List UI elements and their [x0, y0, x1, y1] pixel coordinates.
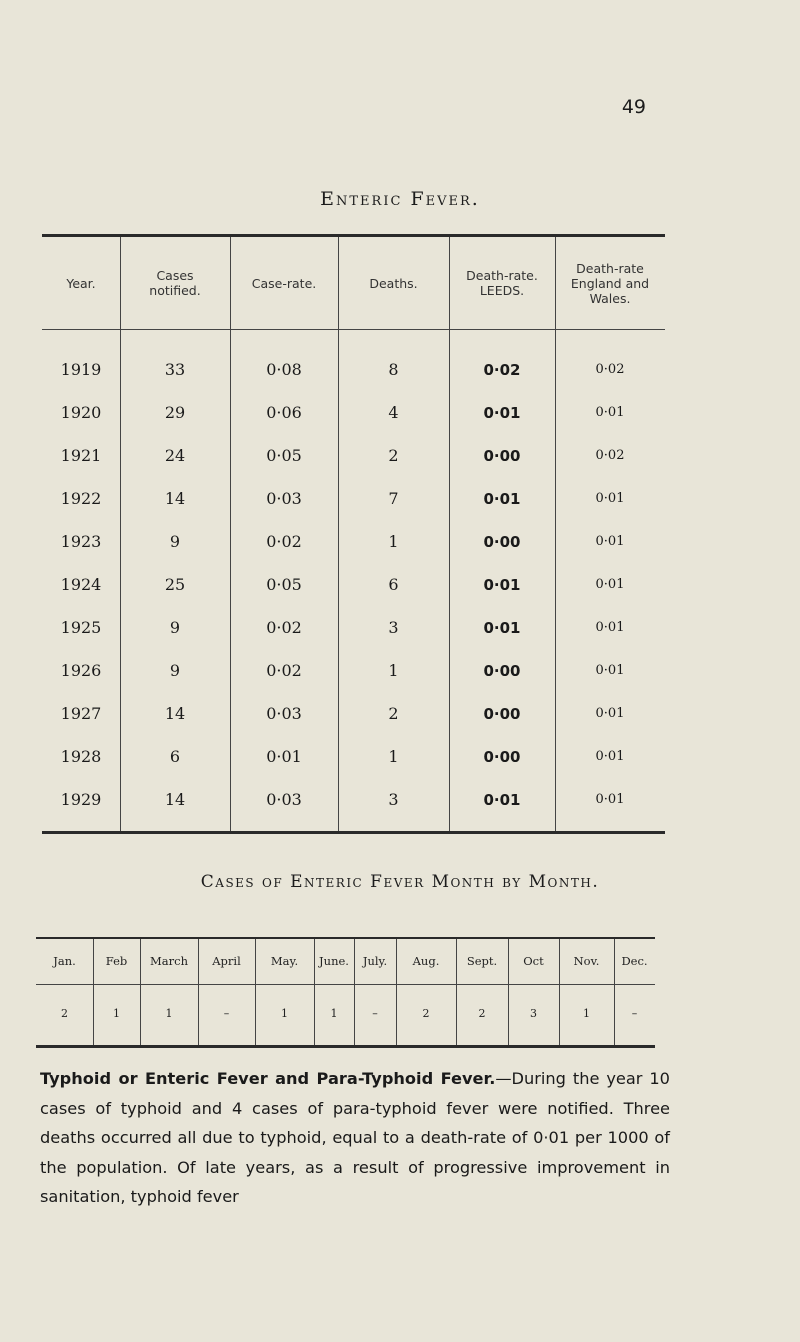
table-row	[42, 608, 665, 648]
table-cell: 9	[169, 661, 181, 680]
table-cell: 2	[388, 446, 399, 465]
table-row	[42, 522, 665, 562]
month-header: June.	[319, 954, 349, 968]
table-cell: 0·01	[483, 404, 521, 422]
table-row	[42, 651, 665, 691]
table-header-rule	[42, 329, 665, 330]
table-cell: 14	[164, 489, 186, 508]
month-value: –	[372, 1007, 378, 1020]
table-row	[42, 479, 665, 519]
page-title: Enteric Fever.	[320, 188, 480, 210]
table-row	[42, 350, 665, 390]
column-header: Year.	[66, 275, 96, 291]
table-cell: 0·06	[266, 403, 302, 422]
table-cell: 0·03	[266, 790, 302, 809]
table-cell: 0·01	[595, 534, 625, 549]
table-cell: 0·02	[266, 618, 302, 637]
table-cell: 7	[388, 489, 399, 508]
table-cell: 1922	[60, 489, 102, 508]
table-cell: 0·00	[483, 662, 521, 680]
month-header: Sept.	[466, 954, 498, 968]
page-number: 49	[621, 96, 646, 118]
table-cell: 1926	[60, 661, 102, 680]
table-cell: 4	[388, 403, 399, 422]
paragraph-lead: Typhoid or Enteric Fever and Para-Typhoid Fever.	[40, 1069, 496, 1088]
month-header: Aug.	[412, 954, 440, 968]
table-cell: 0·05	[266, 575, 302, 594]
table-cell: 0·02	[266, 661, 302, 680]
table-cell: 0·00	[483, 705, 521, 723]
month-value: –	[223, 1007, 230, 1020]
monthly-cases-table	[36, 937, 655, 1048]
table-cell: 0·01	[595, 792, 625, 807]
table-cell: 0·01	[595, 706, 625, 721]
table-row	[42, 737, 665, 777]
table-cell: 6	[169, 747, 181, 766]
table-cell: 1925	[60, 618, 102, 637]
table-cell: 1920	[60, 403, 102, 422]
table-cell: 1	[388, 661, 399, 680]
table-cell: 0·01	[595, 491, 625, 506]
column-header: Cases notified.	[149, 268, 201, 298]
month-header: Nov.	[573, 954, 600, 968]
month-header: Oct	[523, 954, 544, 968]
table-cell: 0·01	[483, 490, 521, 508]
table-row	[42, 694, 665, 734]
table-cell: 6	[388, 575, 399, 594]
column-header: Deaths.	[369, 275, 418, 291]
table-cell: 0·00	[483, 748, 521, 766]
table-cell: 24	[164, 446, 186, 465]
table-cell: 1928	[60, 747, 102, 766]
table-cell: 0·01	[595, 749, 625, 764]
column-header: Case-rate.	[251, 275, 317, 291]
table-cell: 0·01	[483, 619, 521, 637]
table-cell: 1923	[60, 532, 102, 551]
table-cell: 25	[164, 575, 186, 594]
table-cell: 0·01	[595, 663, 625, 678]
table-cell: 3	[388, 790, 399, 809]
month-header: Dec.	[621, 954, 648, 968]
table-cell: 9	[169, 532, 181, 551]
month-header: Jan.	[53, 954, 76, 968]
table-cell: 2	[388, 704, 399, 723]
month-value: 1	[113, 1007, 120, 1020]
table-cell: 14	[164, 704, 186, 723]
table-cell: 0·01	[266, 747, 302, 766]
month-value: 2	[422, 1007, 430, 1020]
column-header: Death-rate England and Wales.	[570, 260, 650, 306]
month-value: 1	[330, 1007, 338, 1020]
paragraph-text: —During the year 10 cases of typhoid and 4 cases of para-typhoid fever were notified. Three deaths occurred all due to typhoid, equal to a death-rate of 0·01 per 1000 of the population. Of late years, as a result of progressive improvement in sanitation, typhoid fever	[40, 1069, 670, 1206]
table-cell: 0·00	[483, 447, 521, 465]
table-cell: 33	[164, 360, 186, 379]
table-row	[42, 436, 665, 476]
table-cell: 14	[164, 790, 186, 809]
body-paragraph	[40, 1064, 670, 1212]
month-value: 1	[281, 1007, 288, 1020]
table-cell: 0·01	[595, 577, 625, 592]
month-value: 1	[165, 1007, 173, 1020]
table-row	[42, 565, 665, 605]
table-cell: 0·05	[266, 446, 302, 465]
table-cell: 0·08	[266, 360, 302, 379]
table-row	[42, 393, 665, 433]
month-header: April	[212, 954, 241, 968]
table-cell: 0·02	[595, 362, 625, 377]
table-cell: 1	[388, 532, 399, 551]
table-cell: 0·01	[483, 791, 521, 809]
table-cell: 0·02	[266, 532, 302, 551]
month-header: March	[150, 954, 188, 968]
month-header: July.	[362, 954, 388, 968]
table-cell: 0·02	[483, 361, 521, 379]
table-cell: 3	[388, 618, 399, 637]
table-cell: 1924	[60, 575, 102, 594]
month-value: 1	[583, 1007, 590, 1020]
enteric-fever-table	[42, 234, 665, 834]
month-header: May.	[270, 954, 299, 968]
table-cell: 1929	[60, 790, 102, 809]
month-value: –	[631, 1007, 638, 1020]
table-cell: 0·00	[483, 533, 521, 551]
table-cell: 9	[169, 618, 181, 637]
table-cell: 0·03	[266, 704, 302, 723]
month-value: 2	[478, 1007, 486, 1020]
table-row	[42, 780, 665, 820]
table-cell: 1927	[60, 704, 102, 723]
table-cell: 0·02	[595, 448, 625, 463]
table-cell: 0·01	[595, 405, 625, 420]
month-value: 3	[530, 1007, 537, 1020]
month-value: 2	[61, 1007, 68, 1020]
table-cell: 0·03	[266, 489, 302, 508]
table-cell: 29	[164, 403, 186, 422]
table-cell: 0·01	[595, 620, 625, 635]
table-cell: 8	[388, 360, 399, 379]
table-cell: 0·01	[483, 576, 521, 594]
table-cell: 1921	[60, 446, 102, 465]
monthly-title: Cases of Enteric Fever Month by Month.	[200, 872, 600, 892]
table-cell: 1	[388, 747, 399, 766]
column-header: Death-rate. LEEDS.	[466, 268, 538, 298]
table-cell: 1919	[60, 360, 102, 379]
month-header: Feb	[105, 954, 128, 968]
